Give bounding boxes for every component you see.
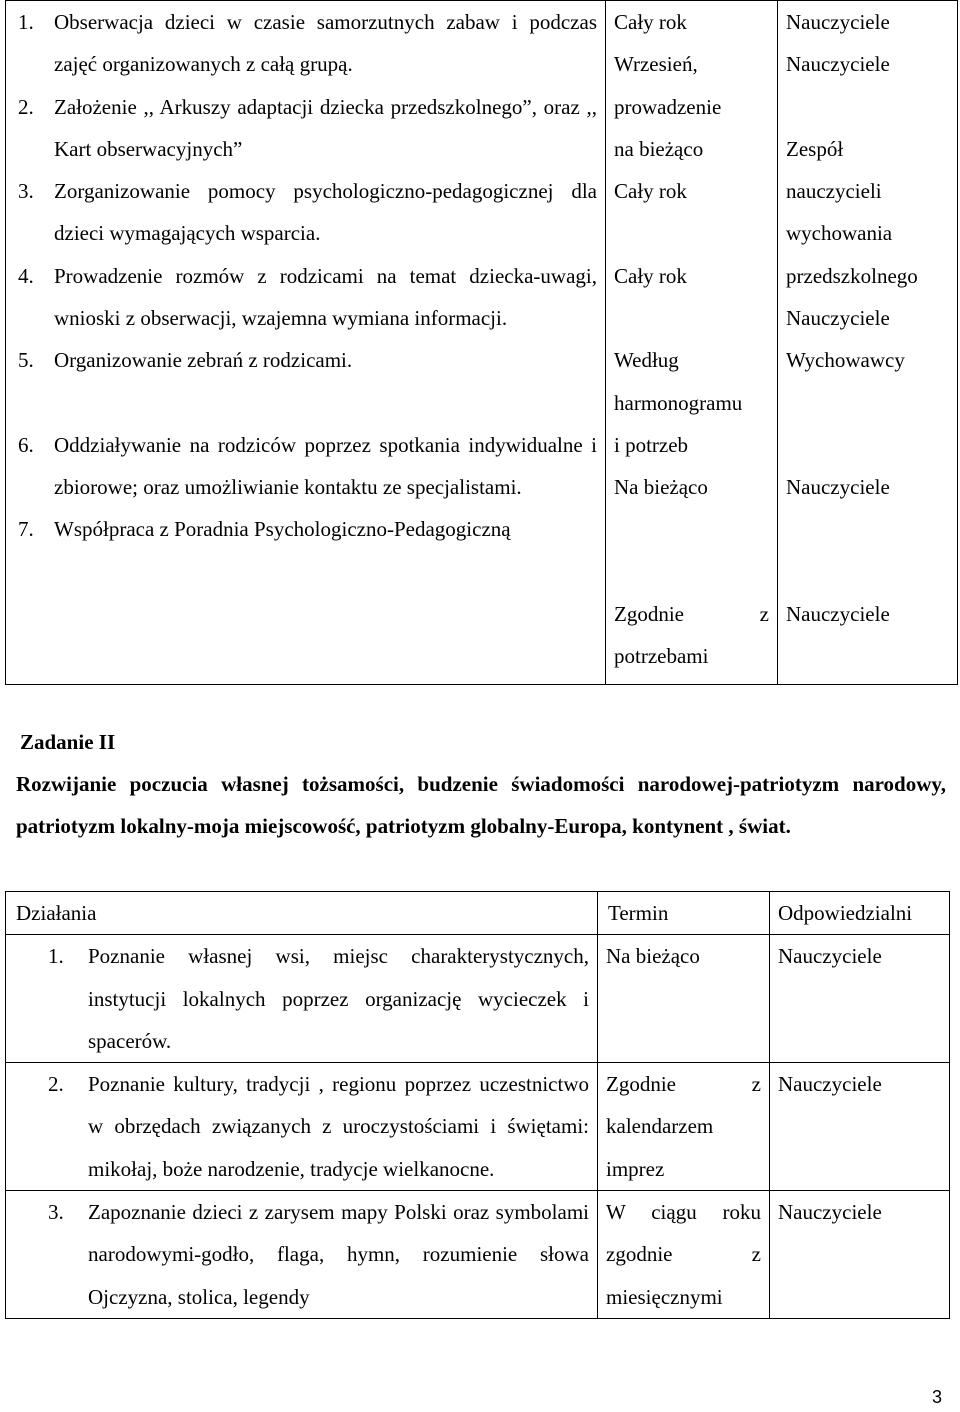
term-line: Cały rok xyxy=(614,263,687,288)
list-item xyxy=(14,1,597,86)
activities-table-1 xyxy=(5,0,958,685)
list-item xyxy=(14,1063,589,1190)
term-line: Na bieżąco xyxy=(614,475,708,500)
item-number: 2. xyxy=(48,1072,64,1097)
responsible-line: wychowania xyxy=(786,221,893,246)
responsible-line: nauczycieli xyxy=(786,179,882,204)
responsible-cell: Nauczyciele xyxy=(770,1191,950,1319)
term-line: Według xyxy=(614,348,679,373)
responsible-line: Nauczyciele xyxy=(786,306,890,331)
item-number: 4. xyxy=(18,263,34,288)
responsible-line: przedszkolnego xyxy=(786,263,918,288)
item-number: 7. xyxy=(18,517,34,542)
term-cell xyxy=(606,1,778,685)
responsible-line: Nauczyciele xyxy=(786,475,890,500)
item-number: 1. xyxy=(48,944,64,969)
header-term: Termin xyxy=(598,892,770,935)
term-cell: Na bieżąco xyxy=(598,935,770,1063)
item-text: Obserwacja dzieci w czasie samorzutnych zabaw i podczas zajęć organizowanych z całą grupą. xyxy=(54,10,597,77)
list-item xyxy=(14,508,597,550)
action-cell xyxy=(6,1191,598,1319)
item-number: 1. xyxy=(18,10,34,34)
item-text: Zapoznanie dzieci z zarysem mapy Polski oraz symbolami narodowymi-godło, flaga, hymn, rozumienie słowa Ojczyzna, stolica, legendy xyxy=(88,1200,589,1309)
actions-cell xyxy=(6,1,606,685)
table-row xyxy=(6,1063,950,1191)
term-cell: Zgodnie z kalendarzem imprez xyxy=(598,1063,770,1191)
term-line: Cały rok xyxy=(614,179,687,204)
responsible-line xyxy=(786,86,949,128)
list-item xyxy=(14,255,597,340)
item-text: Współpraca z Poradnia Psychologiczno-Pedagogiczną xyxy=(54,517,511,542)
item-text: Oddziaływanie na rodziców poprzez spotkania indywidualne i zbiorowe; oraz umożliwianie kontaktu ze specjalistami. xyxy=(54,432,597,499)
item-number: 2. xyxy=(18,94,34,119)
term-line: Cały rok xyxy=(614,10,687,34)
item-text: Prowadzenie rozmów z rodzicami na temat dziecka-uwagi, wnioski z obserwacji, wzajemna wymiana informacji. xyxy=(54,263,597,331)
item-number: 6. xyxy=(18,432,34,457)
table-row xyxy=(6,935,950,1063)
term-line: Wrzesień, xyxy=(614,52,698,77)
item-number: 5. xyxy=(18,348,34,373)
item-text: Poznanie własnej wsi, miejsc charakterystycznych, instytucji lokalnych poprzez organizację wycieczek i spacerów. xyxy=(88,944,589,1053)
term-line xyxy=(614,212,769,254)
term-line: na bieżąco xyxy=(614,136,704,161)
term-line xyxy=(614,551,769,593)
term-line: harmonogramu xyxy=(614,390,743,415)
responsible-line: Nauczyciele xyxy=(786,10,890,34)
responsible-cell xyxy=(778,1,958,685)
item-text: Organizowanie zebrań z rodzicami. xyxy=(54,348,353,373)
list-item xyxy=(14,339,597,381)
item-text: Założenie ,, Arkuszy adaptacji dziecka przedszkolnego”, oraz ,, Kart obserwacyjnych” xyxy=(54,94,597,161)
item-number: 3. xyxy=(18,179,34,204)
term-word: z xyxy=(759,602,769,627)
action-cell xyxy=(6,1063,598,1191)
table-row xyxy=(6,1,958,685)
list-item xyxy=(14,424,597,509)
list-item xyxy=(14,170,597,255)
table-row xyxy=(6,1191,950,1319)
responsible-cell: Nauczyciele xyxy=(770,1063,950,1191)
activities-table-2 xyxy=(5,891,950,1319)
term-line xyxy=(614,297,769,339)
responsible-line: Zespół xyxy=(786,136,844,161)
item-number: 3. xyxy=(48,1200,64,1225)
term-line: i potrzeb xyxy=(614,432,689,457)
action-cell xyxy=(6,935,598,1063)
section-title: Zadanie II xyxy=(20,730,116,754)
responsible-line xyxy=(786,382,949,424)
responsible-line: Wychowawcy xyxy=(786,348,905,373)
item-text: Zorganizowanie pomocy psychologiczno-pedagogicznej dla dzieci wymagających wsparcia. xyxy=(54,179,597,246)
list-item xyxy=(14,935,589,1062)
term-line xyxy=(614,509,769,551)
term-cell: W ciągu roku zgodnie z miesięcznymi xyxy=(598,1191,770,1319)
term-line: potrzebami xyxy=(614,644,709,669)
term-line xyxy=(614,593,769,635)
responsible-line xyxy=(786,551,949,593)
term-line: prowadzenie xyxy=(614,94,722,119)
list-item xyxy=(14,1191,589,1318)
term-word: Zgodnie xyxy=(614,602,684,627)
responsible-line xyxy=(786,424,949,466)
responsible-line: Nauczyciele xyxy=(786,52,890,77)
responsible-line xyxy=(786,509,949,551)
responsible-line xyxy=(786,635,949,677)
section-description: Rozwijanie poczucia własnej tożsamości, budzenie świadomości narodowej-patriotyzm narodowy, patriotyzm lokalny-moja miejscowość, patriotyzm globalny-Europa, kontynent , świat. xyxy=(16,772,946,839)
header-responsible: Odpowiedzialni xyxy=(770,892,950,935)
responsible-cell: Nauczyciele xyxy=(770,935,950,1063)
table-header-row xyxy=(6,892,950,935)
list-item xyxy=(14,86,597,171)
header-actions: Działania xyxy=(6,892,598,935)
page-number: 3 xyxy=(931,1387,942,1407)
responsible-line: Nauczyciele xyxy=(786,602,890,627)
item-text: Poznanie kultury, tradycji , regionu poprzez uczestnictwo w obrzędach związanych z uroczystościami i świętami: mikołaj, boże narodzenie, tradycje wielkanocne. xyxy=(88,1072,589,1181)
